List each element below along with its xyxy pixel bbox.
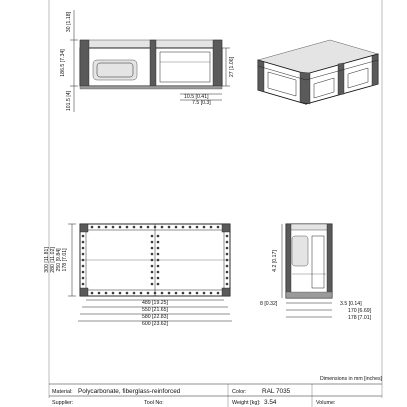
front-view-corner-post — [80, 40, 89, 86]
mounting-hole — [126, 226, 129, 229]
mounting-hole — [196, 226, 199, 229]
mounting-hole — [98, 292, 101, 295]
plan-corner — [222, 224, 230, 232]
mounting-hole — [175, 226, 178, 229]
mounting-hole — [157, 259, 160, 262]
mounting-hole — [82, 277, 85, 280]
iso-corner-post — [258, 60, 264, 92]
mounting-hole — [105, 226, 108, 229]
mounting-hole — [157, 253, 160, 256]
mounting-hole — [196, 292, 199, 295]
mounting-hole — [151, 247, 154, 250]
dimensions-note: Dimensions in mm [inches] — [320, 376, 382, 382]
mounting-hole — [182, 226, 185, 229]
mounting-hole — [157, 235, 160, 238]
mounting-hole — [157, 271, 160, 274]
mounting-hole — [226, 247, 229, 250]
mounting-hole — [82, 283, 85, 286]
mounting-hole — [151, 235, 154, 238]
side-view-window — [292, 236, 308, 266]
side-view-post — [327, 224, 332, 298]
weight-label: Weight [kg]: — [232, 400, 261, 406]
side-dim-170: 170 [6.69] — [348, 308, 372, 314]
mounting-hole — [217, 292, 220, 295]
mounting-hole — [226, 259, 229, 262]
plan-dim-580: 580 [22.83] — [142, 314, 168, 320]
material-value: Polycarbonate, fiberglass-reinforced — [78, 388, 181, 395]
color-value: RAL 7035 — [262, 388, 291, 395]
front-dim-bottom: 101.5 [4] — [66, 90, 72, 112]
mounting-hole — [226, 235, 229, 238]
mounting-hole — [82, 253, 85, 256]
mounting-hole — [151, 277, 154, 280]
mounting-hole — [133, 226, 136, 229]
side-dim-height: 4.2 [0.17] — [272, 250, 278, 272]
plan-dim-300: 300 [11.81] — [44, 247, 50, 273]
side-view-base — [286, 292, 332, 298]
mounting-hole — [126, 292, 129, 295]
mounting-hole — [203, 226, 206, 229]
mounting-hole — [189, 226, 192, 229]
mounting-hole — [147, 292, 150, 295]
mounting-hole — [147, 226, 150, 229]
material-label: Material: — [52, 389, 73, 395]
mounting-hole — [133, 292, 136, 295]
plan-dim-600: 600 [23.62] — [142, 321, 168, 327]
mounting-hole — [161, 292, 164, 295]
mounting-hole — [91, 226, 94, 229]
supplier-label: Supplier: — [52, 400, 74, 406]
mounting-hole — [210, 226, 213, 229]
mounting-hole — [151, 259, 154, 262]
mounting-hole — [157, 247, 160, 250]
mounting-hole — [203, 292, 206, 295]
plan-dim-280: 280 [11.02] — [50, 247, 56, 273]
mounting-hole — [119, 226, 122, 229]
mounting-hole — [154, 226, 157, 229]
mounting-hole — [82, 241, 85, 244]
side-view-lid — [286, 224, 332, 230]
mounting-hole — [157, 265, 160, 268]
mounting-hole — [226, 253, 229, 256]
front-dim-offset: 10.5 [0.41] — [184, 94, 209, 100]
mounting-hole — [217, 226, 220, 229]
front-view-center-post — [150, 40, 156, 86]
mounting-hole — [189, 292, 192, 295]
mounting-hole — [82, 259, 85, 262]
mounting-hole — [226, 271, 229, 274]
side-dim-3-5: 3.5 [0.14] — [340, 301, 362, 307]
color-label: Color: — [232, 389, 247, 395]
volume-label: Volume: — [316, 400, 336, 406]
plan-corner — [80, 288, 88, 296]
mounting-hole — [105, 292, 108, 295]
mounting-hole — [98, 226, 101, 229]
mounting-hole — [210, 292, 213, 295]
front-view-corner-post — [213, 40, 222, 86]
side-dim-178: 178 [7.01] — [348, 315, 372, 321]
weight-value: 3.54 — [264, 399, 277, 406]
mounting-hole — [140, 226, 143, 229]
tool-label: Tool No: — [144, 400, 164, 406]
iso-corner-post — [300, 72, 310, 104]
mounting-hole — [91, 292, 94, 295]
mounting-hole — [168, 226, 171, 229]
mounting-hole — [168, 292, 171, 295]
mounting-hole — [151, 283, 154, 286]
isometric-view — [258, 40, 378, 104]
plan-corner — [80, 224, 88, 232]
mounting-hole — [82, 271, 85, 274]
plan-dim-550: 550 [21.65] — [142, 307, 168, 313]
mounting-hole — [82, 265, 85, 268]
mounting-hole — [226, 277, 229, 280]
mounting-hole — [157, 241, 160, 244]
mounting-hole — [112, 226, 115, 229]
mounting-hole — [151, 241, 154, 244]
mounting-hole — [161, 226, 164, 229]
mounting-hole — [157, 277, 160, 280]
mounting-hole — [112, 292, 115, 295]
plan-dim-178: 178 [7.01] — [62, 248, 68, 272]
mounting-hole — [182, 292, 185, 295]
front-dim-height: 186.5 [7.34] — [60, 49, 66, 77]
plan-dim-489: 489 [19.25] — [142, 300, 168, 306]
mounting-hole — [119, 292, 122, 295]
front-dim-top: 30 [1.18] — [66, 11, 72, 33]
mounting-hole — [151, 265, 154, 268]
side-view-post — [286, 224, 291, 298]
mounting-hole — [82, 247, 85, 250]
mounting-hole — [154, 292, 157, 295]
mounting-hole — [226, 283, 229, 286]
plan-corner — [222, 288, 230, 296]
mounting-hole — [151, 271, 154, 274]
mounting-hole — [226, 241, 229, 244]
front-dim-offset-2: 7.5 [0.3] — [192, 100, 211, 106]
mounting-hole — [226, 265, 229, 268]
plan-dim-250: 250 [9.84] — [56, 248, 62, 272]
side-dim-left: 8 [0.32] — [260, 301, 278, 307]
iso-corner-post — [372, 54, 378, 86]
mounting-hole — [151, 253, 154, 256]
mounting-hole — [140, 292, 143, 295]
iso-center-post — [338, 63, 344, 95]
side-view — [282, 224, 332, 317]
mounting-hole — [82, 235, 85, 238]
front-view-base — [80, 86, 222, 89]
mounting-hole — [175, 292, 178, 295]
mounting-hole — [157, 283, 160, 286]
front-dim-lid: 27 [1.06] — [229, 56, 235, 78]
